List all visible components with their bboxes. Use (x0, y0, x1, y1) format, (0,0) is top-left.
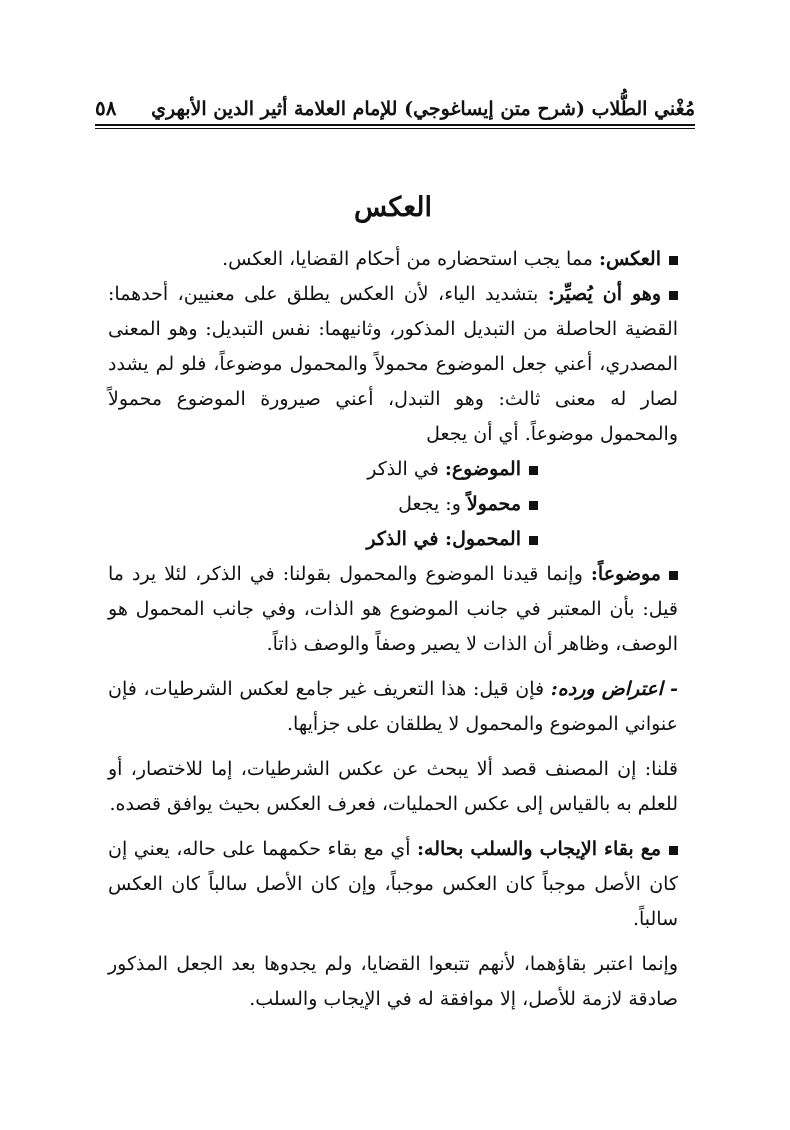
paragraph-text: مما يجب استحضاره من أحكام القضايا، العكس. (222, 248, 600, 270)
paragraph-conclusion (108, 947, 678, 1017)
section-title: العكس (353, 192, 433, 223)
term: وهو أن يُصيِّر: (547, 283, 661, 305)
running-header (95, 78, 695, 120)
term: - اعتراض ورده: (550, 678, 678, 700)
square-bullet-icon (669, 291, 678, 300)
list-item (108, 522, 678, 557)
paragraph-mawdu (108, 557, 678, 662)
list-item-text: في الذكر (367, 458, 445, 480)
square-bullet-icon (529, 536, 538, 545)
paragraph-affirmation (108, 832, 678, 937)
paragraph-text: قلنا: إن المصنف قصد ألا يبحث عن عكس الشرطيات، إما للاختصار، أو للعلم به بالقياس إلى عكس الحمليات، فعرف العكس بحيث يوافق قصده. (108, 758, 678, 815)
header-rule-thin (95, 128, 695, 129)
term: الموضوع: (444, 458, 521, 480)
square-bullet-icon (529, 466, 538, 475)
term: مع بقاء الإيجاب والسلب بحاله: (417, 838, 662, 860)
paragraph-definition (108, 242, 678, 277)
list-item (108, 452, 678, 487)
header-title: مُغْني الطُّلاب (شرح متن إيساغوجي) للإمام العلامة أثير الدين الأبهري (151, 98, 695, 120)
main-text (108, 188, 678, 1017)
term: موضوعاً: (590, 563, 661, 585)
paragraph-text: وإنما اعتبر بقاؤهما، لأنهم تتبعوا القضايا، ولم يجدوها بعد الجعل المذكور صادقة لازمة للأصل، إلا موافقة له في الإيجاب والسلب. (108, 953, 678, 1010)
square-bullet-icon (669, 256, 678, 265)
page-number: ٥٨ (95, 96, 117, 120)
paragraph-text: وإنما قيدنا الموضوع والمحمول بقولنا: في الذكر، لئلا يرد ما قيل: بأن المعتبر في جانب الموضوع هو الذات، وفي جانب المحمول هو الوصف، وظاهر أن الذات لا يصير وصفاً والوصف ذاتاً. (108, 563, 678, 655)
term: المحمول: في الذكر (366, 528, 521, 550)
square-bullet-icon (669, 571, 678, 580)
term-list (108, 452, 678, 557)
term: محمولاً (466, 493, 521, 515)
paragraph-reply (108, 752, 678, 822)
paragraph-objection (108, 672, 678, 742)
paragraph-text: فإن قيل: هذا التعريف غير جامع لعكس الشرطيات، فإن عنواني الموضوع والمحمول لا يطلقان على جزأيها. (108, 678, 678, 735)
term: العكس: (599, 248, 661, 270)
square-bullet-icon (669, 846, 678, 855)
paragraph-tasyir (108, 277, 678, 452)
header-rule (95, 124, 695, 126)
square-bullet-icon (529, 501, 538, 510)
paragraph-text: أي مع بقاء حكمهما على حاله، يعني إن كان الأصل موجباً كان العكس موجباً، وإن كان الأصل سالباً كان العكس سالباً. (108, 838, 678, 930)
list-item-text: و: يجعل (398, 493, 467, 515)
paragraph-text: بتشديد الياء، لأن العكس يطلق على معنيين، أحدهما: القضية الحاصلة من التبديل المذكور، وثانيهما: نفس التبديل: وهو المعنى المصدري، أعني جعل الموضوع محمولاً والمحمول موضوعاً، فلو لم يشدد لصار له معنى ثالث: وهو التبدل، أعني صيرورة الموضوع محمولاً والمحمول موضوعاً. أي أن يجعل (108, 283, 678, 445)
list-item (108, 487, 678, 522)
